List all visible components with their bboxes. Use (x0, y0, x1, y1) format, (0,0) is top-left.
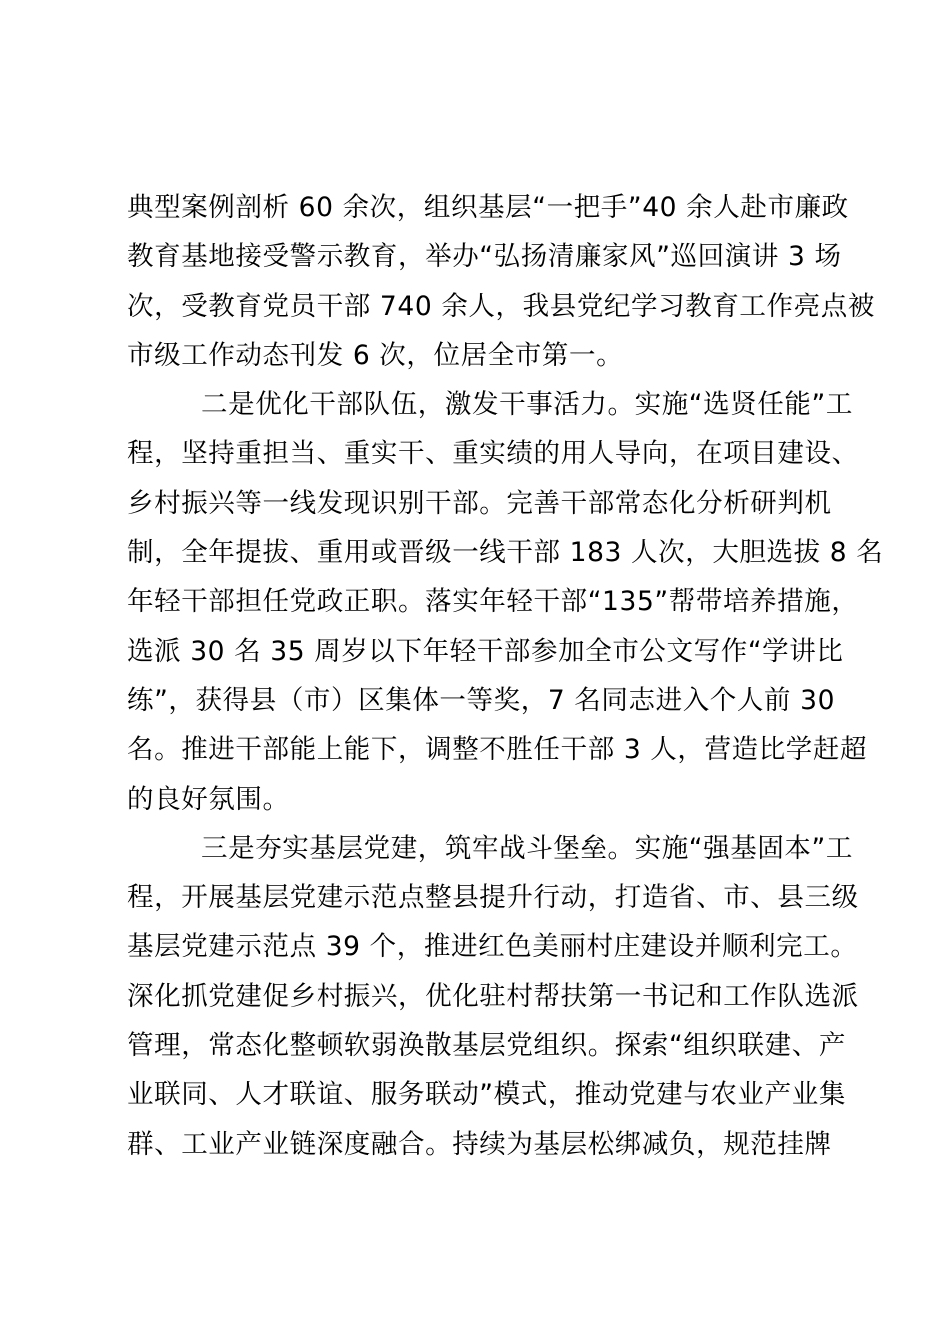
paragraph-3-line-2: 程，开展基层党建示范点整县提升行动，打造省、市、县三级 (127, 882, 859, 914)
paragraph-3-line-7: 群、工业产业链深度融合。持续为基层松绑减负，规范挂牌 (127, 1128, 832, 1160)
paragraph-2-line-4: 制，全年提拔、重用或晋级一线干部 183 人次，大胆选拔 8 名 (127, 537, 884, 569)
paragraph-1-line-1: 典型案例剖析 60 余次，组织基层“一把手”40 余人赴市廉政 (127, 192, 849, 223)
paragraph-2-line-3: 乡村振兴等一线发现识别干部。完善干部常态化分析研判机 (127, 487, 832, 519)
paragraph-1-line-4: 市级工作动态刊发 6 次，位居全市第一。 (127, 339, 624, 371)
paragraph-3-line-1: 三是夯实基层党建，筑牢战斗堡垒。实施“强基固本”工 (201, 832, 853, 864)
paragraph-3-line-4: 深化抓党建促乡村振兴，优化驻村帮扶第一书记和工作队选派 (127, 980, 859, 1012)
paragraph-1-line-3: 次，受教育党员干部 740 余人，我县党纪学习教育工作亮点被 (127, 290, 875, 322)
paragraph-2-line-2: 程，坚持重担当、重实干、重实绩的用人导向，在项目建设、 (127, 438, 859, 470)
paragraph-2-line-8: 名。推进干部能上能下，调整不胜任干部 3 人，营造比学赶超 (127, 734, 868, 766)
paragraph-3-line-3: 基层党建示范点 39 个，推进红色美丽村庄建设并顺利完工。 (127, 931, 858, 963)
paragraph-1-line-2: 教育基地接受警示教育，举办“弘扬清廉家风”巡回演讲 3 场 (127, 241, 842, 273)
paragraph-2-line-1: 二是优化干部队伍，激发干事活力。实施“选贤任能”工 (201, 389, 853, 421)
paragraph-2-line-5: 年轻干部担任党政正职。落实年轻干部“135”帮带培养措施， (127, 586, 859, 618)
paragraph-2-line-9: 的良好氛围。 (127, 783, 290, 815)
paragraph-2-line-7: 练”，获得县（市）区集体一等奖，7 名同志进入个人前 30 (127, 684, 836, 716)
paragraph-3-line-5: 管理，常态化整顿软弱涣散基层党组织。探索“组织联建、产 (127, 1030, 846, 1062)
paragraph-3-line-6: 业联同、人才联谊、服务联动”模式，推动党建与农业产业集 (127, 1079, 846, 1111)
document-body (127, 183, 884, 1169)
paragraph-2-line-6: 选派 30 名 35 周岁以下年轻干部参加全市公文写作“学讲比 (127, 635, 844, 667)
